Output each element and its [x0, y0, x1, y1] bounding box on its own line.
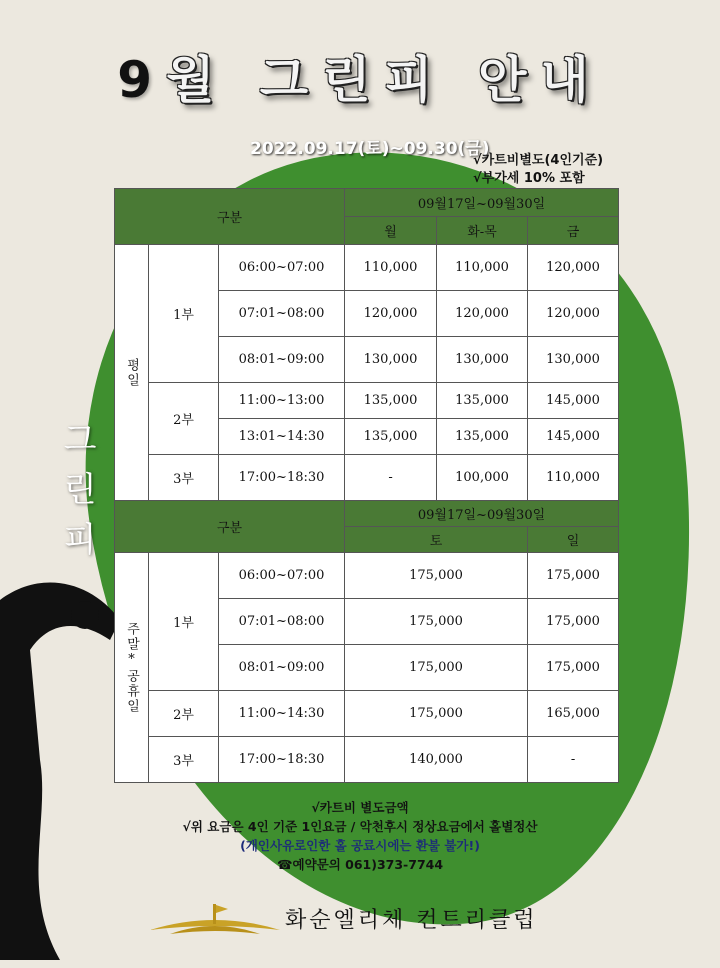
time-cell: 07:01~08:00: [219, 291, 345, 337]
club-logo-icon: [150, 902, 280, 936]
fee-cell: 120,000: [345, 291, 437, 337]
fee-cell: -: [345, 455, 437, 501]
side-vertical-text: [60, 415, 100, 565]
weekend-category: 주말*공휴일: [115, 553, 149, 783]
fee-cell: 175,000: [345, 645, 528, 691]
part-cell: 3부: [149, 737, 219, 783]
time-cell: 07:01~08:00: [219, 599, 345, 645]
time-cell: 08:01~09:00: [219, 645, 345, 691]
period-text: 2022.09.17(토)~09.30(금): [250, 139, 490, 159]
fee-cell: 130,000: [528, 337, 619, 383]
part-cell: 1부: [149, 245, 219, 383]
day-col: 월: [345, 217, 437, 245]
footer-notes: [120, 798, 600, 874]
fee-cell: 110,000: [345, 245, 437, 291]
day-col: 화-목: [437, 217, 528, 245]
fee-cell: 140,000: [345, 737, 528, 783]
time-cell: 08:01~09:00: [219, 337, 345, 383]
fee-cell: 120,000: [437, 291, 528, 337]
weekday-period-label: 09월17일~09월30일: [345, 189, 619, 217]
weekend-header-label: 구분: [115, 501, 345, 553]
day-col: 일: [528, 527, 619, 553]
footer-line: √위 요금은 4인 기준 1인요금 / 악천후시 정상요금에서 홀별정산: [182, 819, 538, 834]
fee-cell: 145,000: [528, 383, 619, 419]
fee-cell: 120,000: [528, 291, 619, 337]
part-cell: 2부: [149, 383, 219, 455]
fee-cell: 175,000: [345, 691, 528, 737]
time-cell: 13:01~14:30: [219, 419, 345, 455]
fee-cell: 135,000: [437, 383, 528, 419]
top-notes: [473, 152, 603, 188]
title-text: 월 그린피 안내: [166, 51, 603, 109]
page-title: [0, 40, 720, 112]
time-cell: 11:00~14:30: [219, 691, 345, 737]
part-cell: 2부: [149, 691, 219, 737]
weekend-period-label: 09월17일~09월30일: [345, 501, 619, 527]
weekday-header-label: 구분: [115, 189, 345, 245]
side-char: 피: [63, 520, 97, 560]
side-char: 그: [63, 420, 97, 460]
fee-cell: 135,000: [437, 419, 528, 455]
fee-cell: 120,000: [528, 245, 619, 291]
fee-cell: 135,000: [345, 419, 437, 455]
footer-line: (개인사유로인한 홀 공료시에는 환불 불가!): [240, 838, 480, 853]
fee-cell: 175,000: [345, 553, 528, 599]
fee-cell: -: [528, 737, 619, 783]
note-vat: √부가세 10% 포함: [473, 171, 585, 186]
fee-cell: 110,000: [528, 455, 619, 501]
fee-cell: 130,000: [345, 337, 437, 383]
fee-table: [114, 188, 619, 783]
time-cell: 11:00~13:00: [219, 383, 345, 419]
footer-phone: ☎예약문의 061)373-7744: [276, 857, 444, 872]
fee-cell: 130,000: [437, 337, 528, 383]
club-name: 화순엘리체 컨트리클럽: [285, 908, 538, 933]
fee-cell: 165,000: [528, 691, 619, 737]
footer-line: √카트비 별도금액: [311, 800, 409, 815]
side-char: 린: [63, 470, 97, 510]
fee-cell: 135,000: [345, 383, 437, 419]
fee-cell: 175,000: [528, 553, 619, 599]
time-cell: 17:00~18:30: [219, 737, 345, 783]
fee-cell: 145,000: [528, 419, 619, 455]
fee-cell: 110,000: [437, 245, 528, 291]
day-col: 금: [528, 217, 619, 245]
fee-cell: 100,000: [437, 455, 528, 501]
part-cell: 3부: [149, 455, 219, 501]
title-number: 9: [117, 51, 167, 109]
weekday-category: 평일: [115, 245, 149, 501]
time-cell: 17:00~18:30: [219, 455, 345, 501]
fee-cell: 175,000: [528, 645, 619, 691]
note-cart: √카트비별도(4인기준): [473, 153, 604, 168]
fee-cell: 175,000: [345, 599, 528, 645]
fee-cell: 175,000: [528, 599, 619, 645]
day-col: 토: [345, 527, 528, 553]
time-cell: 06:00~07:00: [219, 245, 345, 291]
part-cell: 1부: [149, 553, 219, 691]
club-branding: [150, 900, 570, 940]
time-cell: 06:00~07:00: [219, 553, 345, 599]
